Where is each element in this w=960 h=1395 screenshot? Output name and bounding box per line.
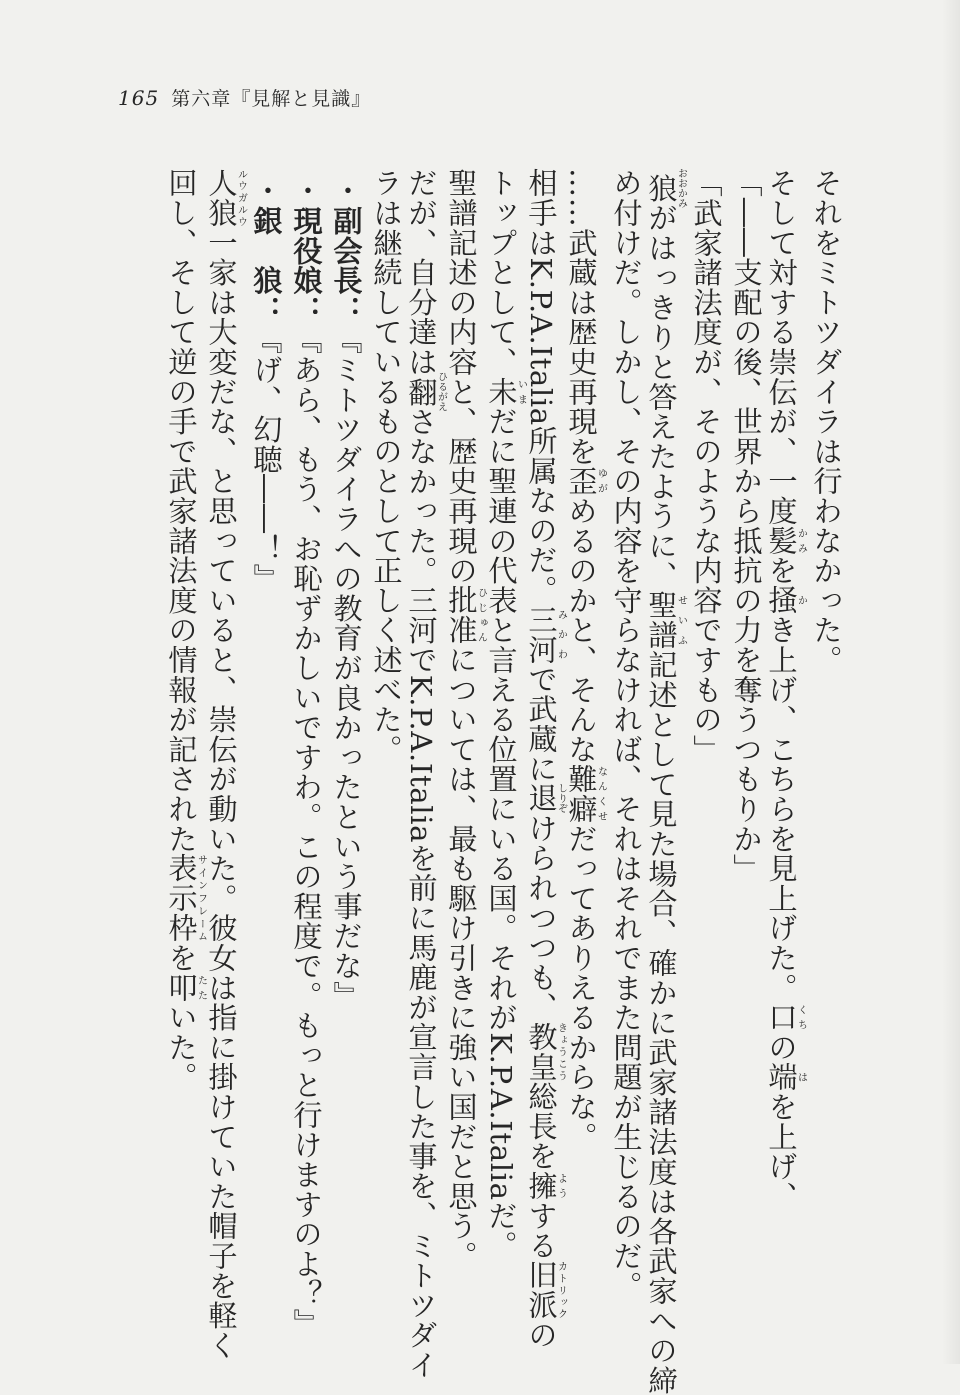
- text-column: トップとして、未いまだに聖連の代表と言える位置にいる国。それがK.P.A.Italiaだ。: [484, 168, 527, 1261]
- chat-line: ・銀 狼：『げ、幻聴――！』: [249, 176, 283, 594]
- speaker-name: 現役娘: [289, 205, 323, 296]
- running-head: [118, 84, 371, 111]
- text-column: だが、自分達は翻ひるがえさなかった。三河でK.P.A.Italiaを前に馬鹿が宣言した事を、ミトツダイ: [404, 168, 447, 1380]
- text-column: 人狼ルウガルウ一家は大変だな、と思っていると、崇伝が動いた。彼女は指に掛けていた帽子を軽く: [204, 168, 247, 1361]
- text-column: そして対する崇伝が、一度髪かみを掻かき上げ、こちらを見上げた。口くちの端はを上げ、: [764, 168, 807, 1212]
- text-column: ……武蔵は歴史再現を歪ゆがめるのかと、そんな難癖なんくせだってありえるからな。: [564, 168, 607, 1152]
- text-column: 相手はK.P.A.Italia所属なのだ。三河みかわで武蔵に退しりぞけられつつも、教皇きょうこう総長を擁ようする旧派カトリックの: [524, 168, 567, 1350]
- chat-message: 『あら、もう、お恥ずかしいですわ。この程度で。もっと行けますのよ？』: [289, 325, 323, 1339]
- speaker-name: 副会長: [329, 205, 363, 296]
- chat-message: 『ミトツダイラへの教育が良かったという事だな』: [329, 325, 363, 1011]
- text-column: ラは継続しているものとして正しく述べた。: [369, 168, 403, 764]
- text-column: め付けだ。しかし、その内容を守らなければ、それはそれでまた問題が生じるのだ。: [609, 168, 643, 1301]
- text-column: 狼おおかみがはっきりと答えたように、聖譜せいふ記述として見た場合、確かに武家諸法度は各武家への締: [644, 168, 687, 1395]
- speaker-name: 銀 狼: [249, 205, 283, 296]
- page-number: 165: [118, 86, 160, 110]
- text-column: 「武家諸法度が、そのような内容ですもの」: [689, 168, 723, 764]
- chat-message: 『げ、幻聴――！』: [249, 325, 283, 594]
- text-column: 「――支配の後、世界から抵抗の力を奪うつもりか」: [729, 168, 763, 884]
- chat-line: ・現役娘：『あら、もう、お恥ずかしいですわ。この程度で。もっと行けますのよ？』: [289, 176, 323, 1339]
- text-column: 回し、そして逆の手で武家諸法度の情報が記された表示枠サインフレームを叩たたいた。: [164, 168, 207, 1092]
- chat-line: ・副会長：『ミトツダイラへの教育が良かったという事だな』: [329, 176, 363, 1011]
- chapter-title: 第六章『見解と見識』: [171, 88, 372, 110]
- text-column: 聖譜記述の内容と、歴史再現の批准ひじゅんについては、最も駆け引きに強い国だと思う。: [444, 168, 487, 1271]
- text-column: それをミトツダイラは行わなかった。: [809, 168, 843, 675]
- page-edge-shadow: [942, 0, 960, 1364]
